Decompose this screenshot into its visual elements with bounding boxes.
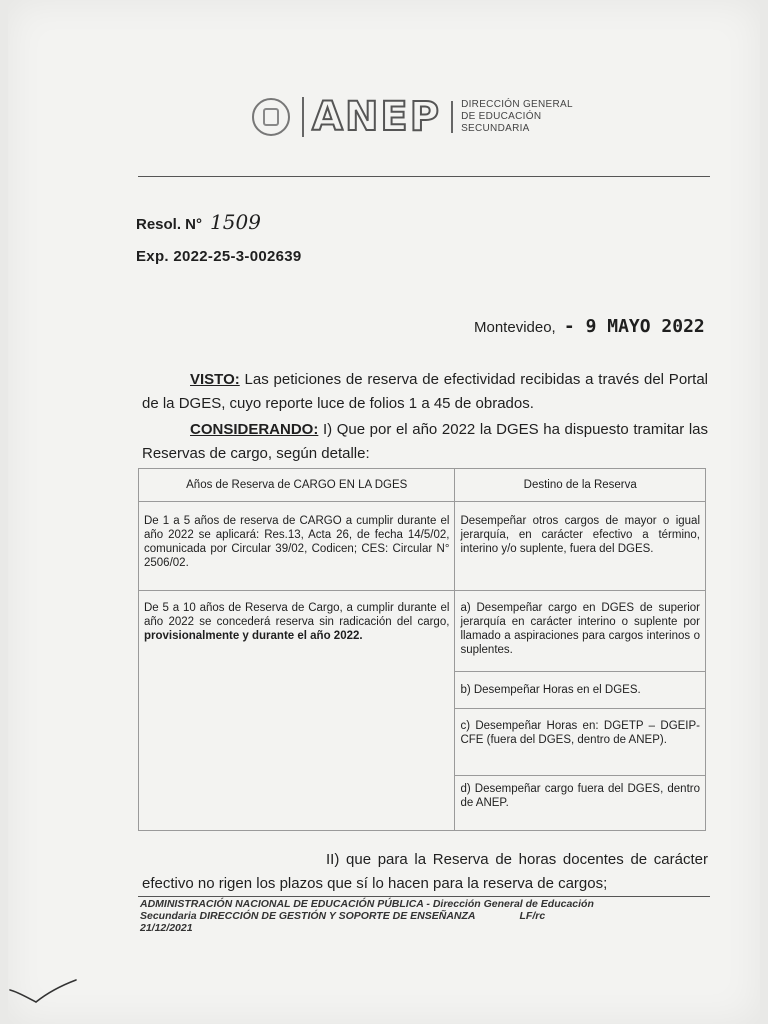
logo-subtitle: DIRECCIÓN GENERAL DE EDUCACIÓN SECUNDARIA [461, 99, 573, 134]
document-footer: ADMINISTRACIÓN NACIONAL DE EDUCACIÓN PÚBLICA - Dirección General de Educación Secundaria DIRECCIÓN DE GESTIÓN Y SOPORTE DE ENSEÑANZA LF/rc 21/12/2021 [140, 898, 594, 934]
date-stamp: - 9 MAYO 2022 [563, 316, 705, 337]
column-header: Destino de la Reserva [455, 469, 706, 502]
table-cell: d) Desempeñar cargo fuera del DGES, dentro de ANEP. [455, 776, 706, 831]
table-row [139, 591, 706, 672]
considerando-paragraph: CONSIDERANDO: I) Que por el año 2022 la DGES ha dispuesto tramitar las Reservas de cargo, según detalle: [142, 421, 708, 462]
handwritten-checkmark-icon [8, 976, 78, 1006]
considerando-ii-paragraph: II) que para la Reserva de horas docentes de carácter efectivo no rigen los plazos que sí lo hacen para la reserva de cargos; [142, 851, 708, 892]
table-cell: b) Desempeñar Horas en el DGES. [455, 672, 706, 709]
expediente-number: Exp. 2022-25-3-002639 [136, 248, 302, 265]
resolution-number: Resol. N° 1509 [136, 210, 261, 234]
column-header: Años de Reserva de CARGO EN LA DGES [139, 469, 455, 502]
footer-rule [138, 896, 710, 897]
handwritten-number: 1509 [210, 210, 261, 234]
visto-paragraph: VISTO: Las peticiones de reserva de efectividad recibidas a través del Portal de la DGES, cuyo reporte luce de folios 1 a 45 de obrados. [142, 371, 708, 412]
table-cell: De 1 a 5 años de reserva de CARGO a cumplir durante el año 2022 se aplicará: Res.13, Acta 26, de fecha 14/5/02, comunicada por Circular 39/02, Codicen; CES: Circular N° 2506/02. [139, 502, 455, 591]
table-cell: a) Desempeñar cargo en DGES de superior jerarquía en carácter interino o suplente por llamado a aspiraciones para cargos interinos o suplentes. [455, 591, 706, 672]
table-header-row [139, 469, 706, 502]
national-seal-icon [252, 98, 290, 136]
reservation-table [138, 468, 706, 831]
table-cell: c) Desempeñar Horas en: DGETP – DGEIP- CFE (fuera del DGES, dentro de ANEP). [455, 709, 706, 776]
anep-logo [252, 92, 573, 142]
table-cell: De 5 a 10 años de Reserva de Cargo, a cumplir durante el año 2022 se concederá reserva sin radicación del cargo, provisionalmente y durante el año 2022. [139, 591, 455, 831]
logo-wordmark: ANEP [312, 94, 442, 140]
table-cell: Desempeñar otros cargos de mayor o igual jerarquía, en carácter efectivo a término, interino y/o suplente, fuera del DGES. [455, 502, 706, 591]
logo-divider [451, 101, 453, 133]
logo-divider [302, 97, 304, 137]
date-line: Montevideo, - 9 MAYO 2022 [474, 316, 705, 337]
header-rule [138, 176, 710, 177]
table-row [139, 502, 706, 591]
footer-initials: LF/rc [519, 910, 546, 922]
